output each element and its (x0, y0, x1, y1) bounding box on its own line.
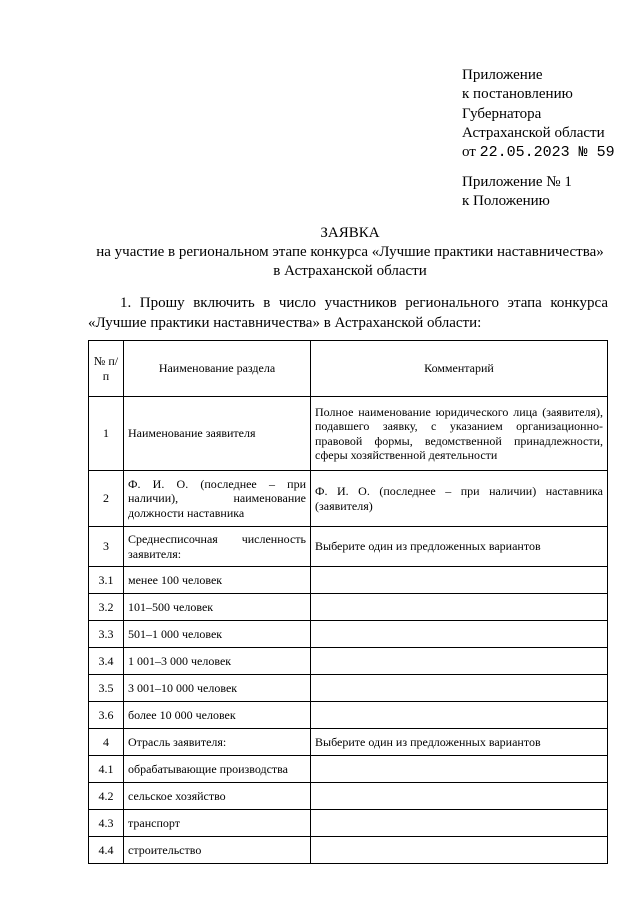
row-number: 2 (89, 471, 124, 527)
row-section-name: Среднесписочная численность заявителя: (124, 527, 311, 567)
table-row (89, 810, 608, 837)
row-comment (311, 837, 608, 864)
appendix2-block (462, 173, 572, 212)
table-row (89, 471, 608, 527)
row-section-name: Отрасль заявителя: (124, 729, 311, 756)
row-comment: Ф. И. О. (последнее – при наличии) наставника (заявителя) (311, 471, 608, 527)
row-number: 1 (89, 397, 124, 471)
header-num: № п/п (89, 341, 124, 397)
table-row (89, 594, 608, 621)
row-number: 4 (89, 729, 124, 756)
row-section-name: обрабатывающие производства (124, 756, 311, 783)
row-comment (311, 756, 608, 783)
row-number: 3.5 (89, 675, 124, 702)
row-number: 3.1 (89, 567, 124, 594)
row-number: 3.2 (89, 594, 124, 621)
intro-paragraph (88, 293, 608, 333)
row-comment (311, 702, 608, 729)
header-comment: Комментарий (311, 341, 608, 397)
row-section-name: строительство (124, 837, 311, 864)
row-number: 3.4 (89, 648, 124, 675)
date-prefix: от (462, 144, 476, 161)
appendix2-line: Приложение № 1 (462, 174, 572, 190)
table-row (89, 675, 608, 702)
table-row (89, 621, 608, 648)
title-line: в Астраханской области (273, 263, 427, 279)
appendix-line: Губернатора (462, 105, 542, 122)
table-row (89, 397, 608, 471)
header-name: Наименование раздела (124, 341, 311, 397)
intro-line: «Лучшие практики наставничества» в Астраханской области: (88, 315, 482, 331)
table-row (89, 756, 608, 783)
row-comment (311, 594, 608, 621)
row-number: 4.4 (89, 837, 124, 864)
row-comment (311, 567, 608, 594)
row-comment (311, 621, 608, 648)
row-comment: Полное наименование юридического лица (заявителя), подавшего заявку, с указанием организационно-правовой формы, ведомственной принадлежности, сферы хозяйственной деятельности (311, 397, 608, 471)
appendix-line: к постановлению (462, 86, 573, 103)
appendix-block (462, 66, 615, 162)
row-comment (311, 648, 608, 675)
row-comment (311, 810, 608, 837)
row-section-name: 501–1 000 человек (124, 621, 311, 648)
row-number: 3.6 (89, 702, 124, 729)
row-comment: Выберите один из предложенных вариантов (311, 527, 608, 567)
table-row (89, 729, 608, 756)
row-section-name: 1 001–3 000 человек (124, 648, 311, 675)
row-section-name: транспорт (124, 810, 311, 837)
row-number: 4.2 (89, 783, 124, 810)
table-row (89, 837, 608, 864)
appendix-line: Астраханской области (462, 124, 605, 141)
intro-line: 1. Прошу включить в число участников регионального этапа конкурса (120, 295, 608, 311)
row-comment (311, 783, 608, 810)
row-section-name: Ф. И. О. (последнее – при наличии), наименование должности наставника (124, 471, 311, 527)
row-section-name: 101–500 человек (124, 594, 311, 621)
row-section-name: 3 001–10 000 человек (124, 675, 311, 702)
appendix-date-line (462, 143, 615, 162)
table-row (89, 702, 608, 729)
row-number: 3.3 (89, 621, 124, 648)
row-number: 4.1 (89, 756, 124, 783)
row-comment: Выберите один из предложенных вариантов (311, 729, 608, 756)
table-row (89, 648, 608, 675)
row-section-name: менее 100 человек (124, 567, 311, 594)
row-section-name: сельское хозяйство (124, 783, 311, 810)
row-section-name: более 10 000 человек (124, 702, 311, 729)
table-row (89, 527, 608, 567)
application-table (88, 340, 608, 864)
date-stamp: 22.05.2023 № 59 (479, 144, 615, 162)
appendix-line: Приложение (462, 67, 543, 83)
table-row (89, 567, 608, 594)
table-header-row (89, 341, 608, 397)
row-number: 3 (89, 527, 124, 567)
row-section-name: Наименование заявителя (124, 397, 311, 471)
row-comment (311, 675, 608, 702)
document-title (60, 224, 640, 281)
title-heading: ЗАЯВКА (320, 225, 380, 241)
title-line: на участие в региональном этапе конкурса «Лучшие практики наставничества» (96, 244, 604, 260)
table-row (89, 783, 608, 810)
appendix2-line: к Положению (462, 193, 550, 210)
row-number: 4.3 (89, 810, 124, 837)
